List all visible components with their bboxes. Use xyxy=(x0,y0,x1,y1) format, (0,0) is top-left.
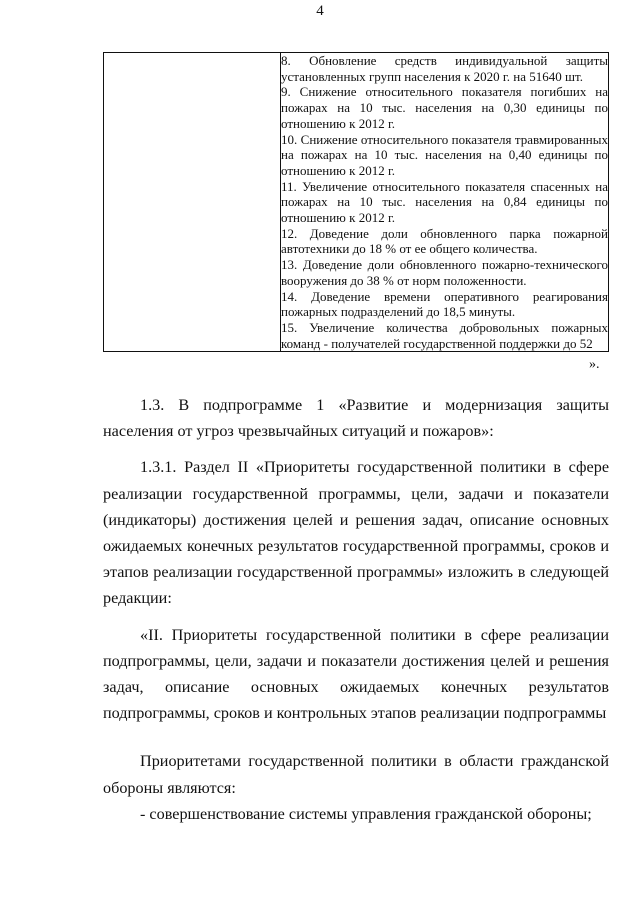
closing-quote: ». xyxy=(589,357,600,372)
table-row xyxy=(104,53,609,352)
page-number: 4 xyxy=(316,3,324,19)
goal-item-9: 9. Снижение относительного показателя погибших на пожарах на 10 тыс. населения на 0,30 единицы по отношению к 2012 г. xyxy=(281,84,608,131)
document-body xyxy=(103,392,609,827)
table-empty-cell xyxy=(104,53,281,352)
paragraph-priorities: Приоритетами государственной политики в области гражданской обороны являются: xyxy=(103,752,609,797)
paragraph-1-3: 1.3. В подпрограмме 1 «Развитие и модернизация защиты населения от угроз чрезвычайных ситуаций и пожаров»: xyxy=(103,396,609,441)
section-heading: «II. Приоритеты государственной политики в сфере реализации подпрограммы, цели, задачи и показатели достижения целей и решения задач, описание основных ожидаемых конечных результатов подпрограммы, сроков и контрольных этапов реализации подпрограммы xyxy=(103,625,609,723)
goal-item-13: 13. Доведение доли обновленного пожарно-технического вооружения до 38 % от норм положенности. xyxy=(281,257,608,288)
goal-item-12: 12. Доведение доли обновленного парка пожарной автотехники до 18 % от ее общего количества. xyxy=(281,225,608,257)
goal-item-11: 11. Увеличение относительного показателя спасенных на пожарах на 10 тыс. населения на 0,84 единицы по отношению к 2012 г. xyxy=(281,178,608,226)
paragraph-1-3-1: 1.3.1. Раздел II «Приоритеты государственной политики в сфере реализации государственной программы, цели, задачи и показатели (индикаторы) достижения целей и решения задач, описание основных ожидаемых конечных результатов государственной программы, сроков и этапов реализации государственной программы» изложить в следующей редакции: xyxy=(103,458,609,608)
goal-item-15: 15. Увеличение количества добровольных пожарных команд - получателей государственной поддержки до 52 xyxy=(281,319,608,351)
goals-table xyxy=(103,52,609,352)
goals-list-cell xyxy=(281,53,609,352)
goal-item-14: 14. Доведение времени оперативного реагирования пожарных подразделений до 18,5 минуты. xyxy=(281,288,608,320)
list-item: - совершенствование системы управления гражданской обороны; xyxy=(140,804,592,823)
goal-item-10: 10. Снижение относительного показателя травмированных на пожарах на 10 тыс. населения на 0,40 единицы по отношению к 2012 г. xyxy=(281,131,608,178)
goal-item-8: 8. Обновление средств индивидуальной защиты установленных групп населения к 2020 г. на 51640 шт. xyxy=(281,53,608,84)
